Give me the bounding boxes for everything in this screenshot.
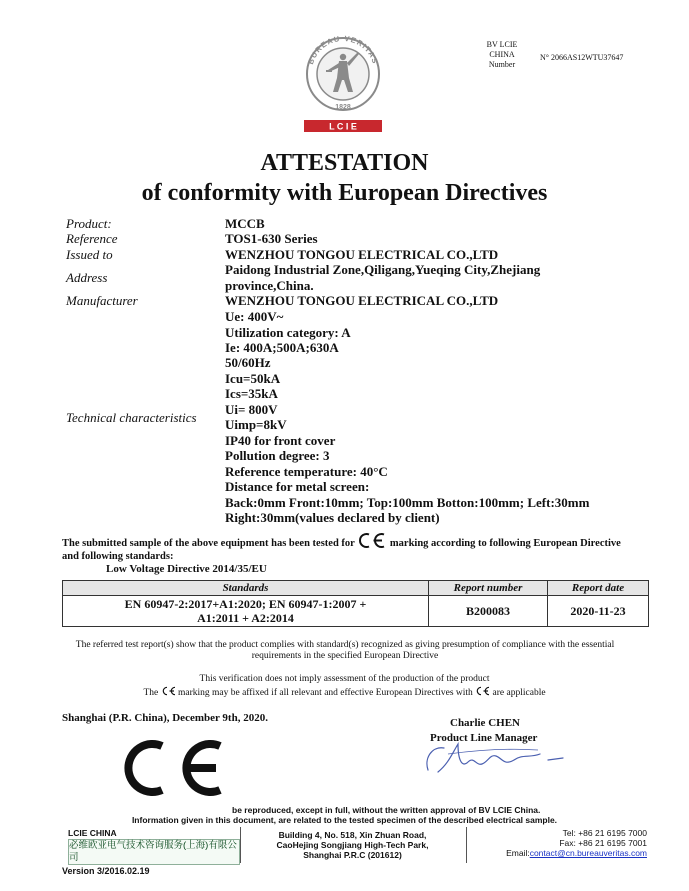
reproduction-notice: be reproduced, except in full, without the written approval of BV LCIE China. (232, 805, 541, 815)
tech-line: Uimp=8kV (225, 417, 287, 432)
address-line: Paidong Industrial Zone,Qiligang,Yueqing City,Zhejiang (225, 262, 541, 277)
test-statement (62, 532, 622, 563)
issued-to-label: Issued to (66, 247, 113, 262)
footer-address (270, 830, 435, 860)
address-line: province,China. (225, 278, 314, 293)
table-row (63, 596, 649, 627)
reference-value: TOS1-630 Series (225, 231, 318, 246)
handwritten-signature (418, 732, 578, 782)
compliance-note: The referred test report(s) show that the product complies with standard(s) recognized as giving presumption of compliance with the essential requirements in the specified European Directive (75, 640, 615, 661)
tech-line: Back:0mm Front:10mm; Top:100mm Botton:100mm; Left:30mm (225, 495, 590, 510)
address-line: CaoHejing Songjiang High-Tech Park, (276, 840, 429, 850)
ce-affix-text-2: marking may be affixed if all relevant and effective European Directives with (177, 688, 473, 698)
tech-line: Pollution degree: 3 (225, 448, 330, 463)
signer-title: Product Line Manager (430, 732, 538, 744)
bv-lcie-number-label (482, 40, 522, 70)
logo-year: 1828 (335, 104, 351, 111)
standards-table (62, 580, 649, 627)
ce-mark-icon (161, 686, 176, 696)
reference-label: Reference (66, 231, 118, 246)
statement-text-1: The submitted sample of the above equipment has been tested for (62, 538, 355, 549)
tech-line: Reference temperature: 40°C (225, 464, 388, 479)
bv-box-line: BV LCIE (486, 40, 518, 49)
footer-tel: Tel: +86 21 6195 7000 (562, 828, 647, 838)
bv-box-line: CHINA (489, 50, 515, 59)
email-link[interactable]: contact@cn.bureauveritas.com (529, 848, 647, 858)
standards-line: EN 60947-2:2017+A1:2020; EN 60947-1:2007 + (124, 597, 367, 611)
ce-mark-logo (120, 738, 230, 798)
tech-line: IP40 for front cover (225, 433, 336, 448)
address-line: Shanghai P.R.C (201612) (303, 850, 402, 860)
place-and-date: Shanghai (P.R. China), December 9th, 2020. (62, 712, 268, 724)
verification-note: This verification does not imply assessment of the production of the product (199, 674, 490, 684)
manufacturer-label: Manufacturer (66, 293, 138, 308)
ce-mark-icon (357, 532, 387, 549)
statement-text-2: marking according to following European Directive and following standards: (62, 538, 621, 562)
tech-line: Ue: 400V~ (225, 309, 284, 324)
bv-box-line: Number (488, 60, 516, 69)
footer-company-chinese: 必维欧亚电气技术咨询服务(上海)有限公司 (68, 839, 240, 865)
ce-affix-text-3: are applicable (492, 688, 546, 698)
standards-cell (63, 596, 429, 627)
standards-line: A1:2011 + A2:2014 (197, 611, 294, 625)
tech-line: Icu=50kA (225, 371, 281, 386)
manufacturer-value: WENZHOU TONGOU ELECTRICAL CO.,LTD (225, 293, 499, 308)
footer-email (480, 848, 647, 858)
report-number-cell: B200083 (429, 596, 548, 627)
directive-name: Low Voltage Directive 2014/35/EU (106, 563, 267, 575)
tech-line: Ui= 800V (225, 402, 278, 417)
page-title: ATTESTATION (260, 150, 429, 176)
column-header: Standards (63, 581, 429, 596)
tech-line: Utilization category: A (225, 325, 351, 340)
tech-line: Distance for metal screen: (225, 479, 370, 494)
bureau-veritas-logo (298, 30, 388, 134)
ce-mark-icon (475, 686, 490, 696)
issued-to-value: WENZHOU TONGOU ELECTRICAL CO.,LTD (225, 247, 499, 262)
report-date-cell: 2020-11-23 (548, 596, 649, 627)
tech-line: Right:30mm(values declared by client) (225, 510, 440, 525)
signer-name: Charlie CHEN (450, 717, 520, 729)
email-label: Email: (506, 848, 530, 858)
footer-contact (480, 828, 647, 858)
column-header: Report date (548, 581, 649, 596)
page-subtitle: of conformity with European Directives (141, 180, 548, 206)
information-notice: Information given in this document, are related to the tested specimen of the described electrical sample. (131, 815, 558, 825)
footer-divider (240, 827, 241, 863)
address-label: Address (66, 270, 108, 285)
column-header: Report number (429, 581, 548, 596)
ce-affix-text-1: The (143, 688, 159, 698)
technical-characteristics-label: Technical characteristics (66, 410, 197, 425)
certificate-number: N° 2066AS12WTU37647 (540, 53, 624, 62)
tech-line: Ie: 400A;500A;630A (225, 340, 339, 355)
footer-fax: Fax: +86 21 6195 7001 (559, 838, 647, 848)
ce-affix-note (0, 686, 689, 698)
logo-ring-text: BUREAU VERITAS (306, 33, 380, 66)
tech-line: Ics=35kA (225, 386, 278, 401)
version-label: Version 3/2016.02.19 (62, 866, 150, 876)
logo-banner-text: L C I E (329, 121, 357, 132)
footer-divider (466, 827, 467, 863)
address-line: Building 4, No. 518, Xin Zhuan Road, (278, 830, 427, 840)
footer-company: LCIE CHINA (68, 828, 117, 838)
tech-line: 50/60Hz (225, 355, 271, 370)
table-header-row (63, 581, 649, 596)
product-label: Product: (66, 216, 112, 231)
product-value: MCCB (225, 216, 265, 231)
